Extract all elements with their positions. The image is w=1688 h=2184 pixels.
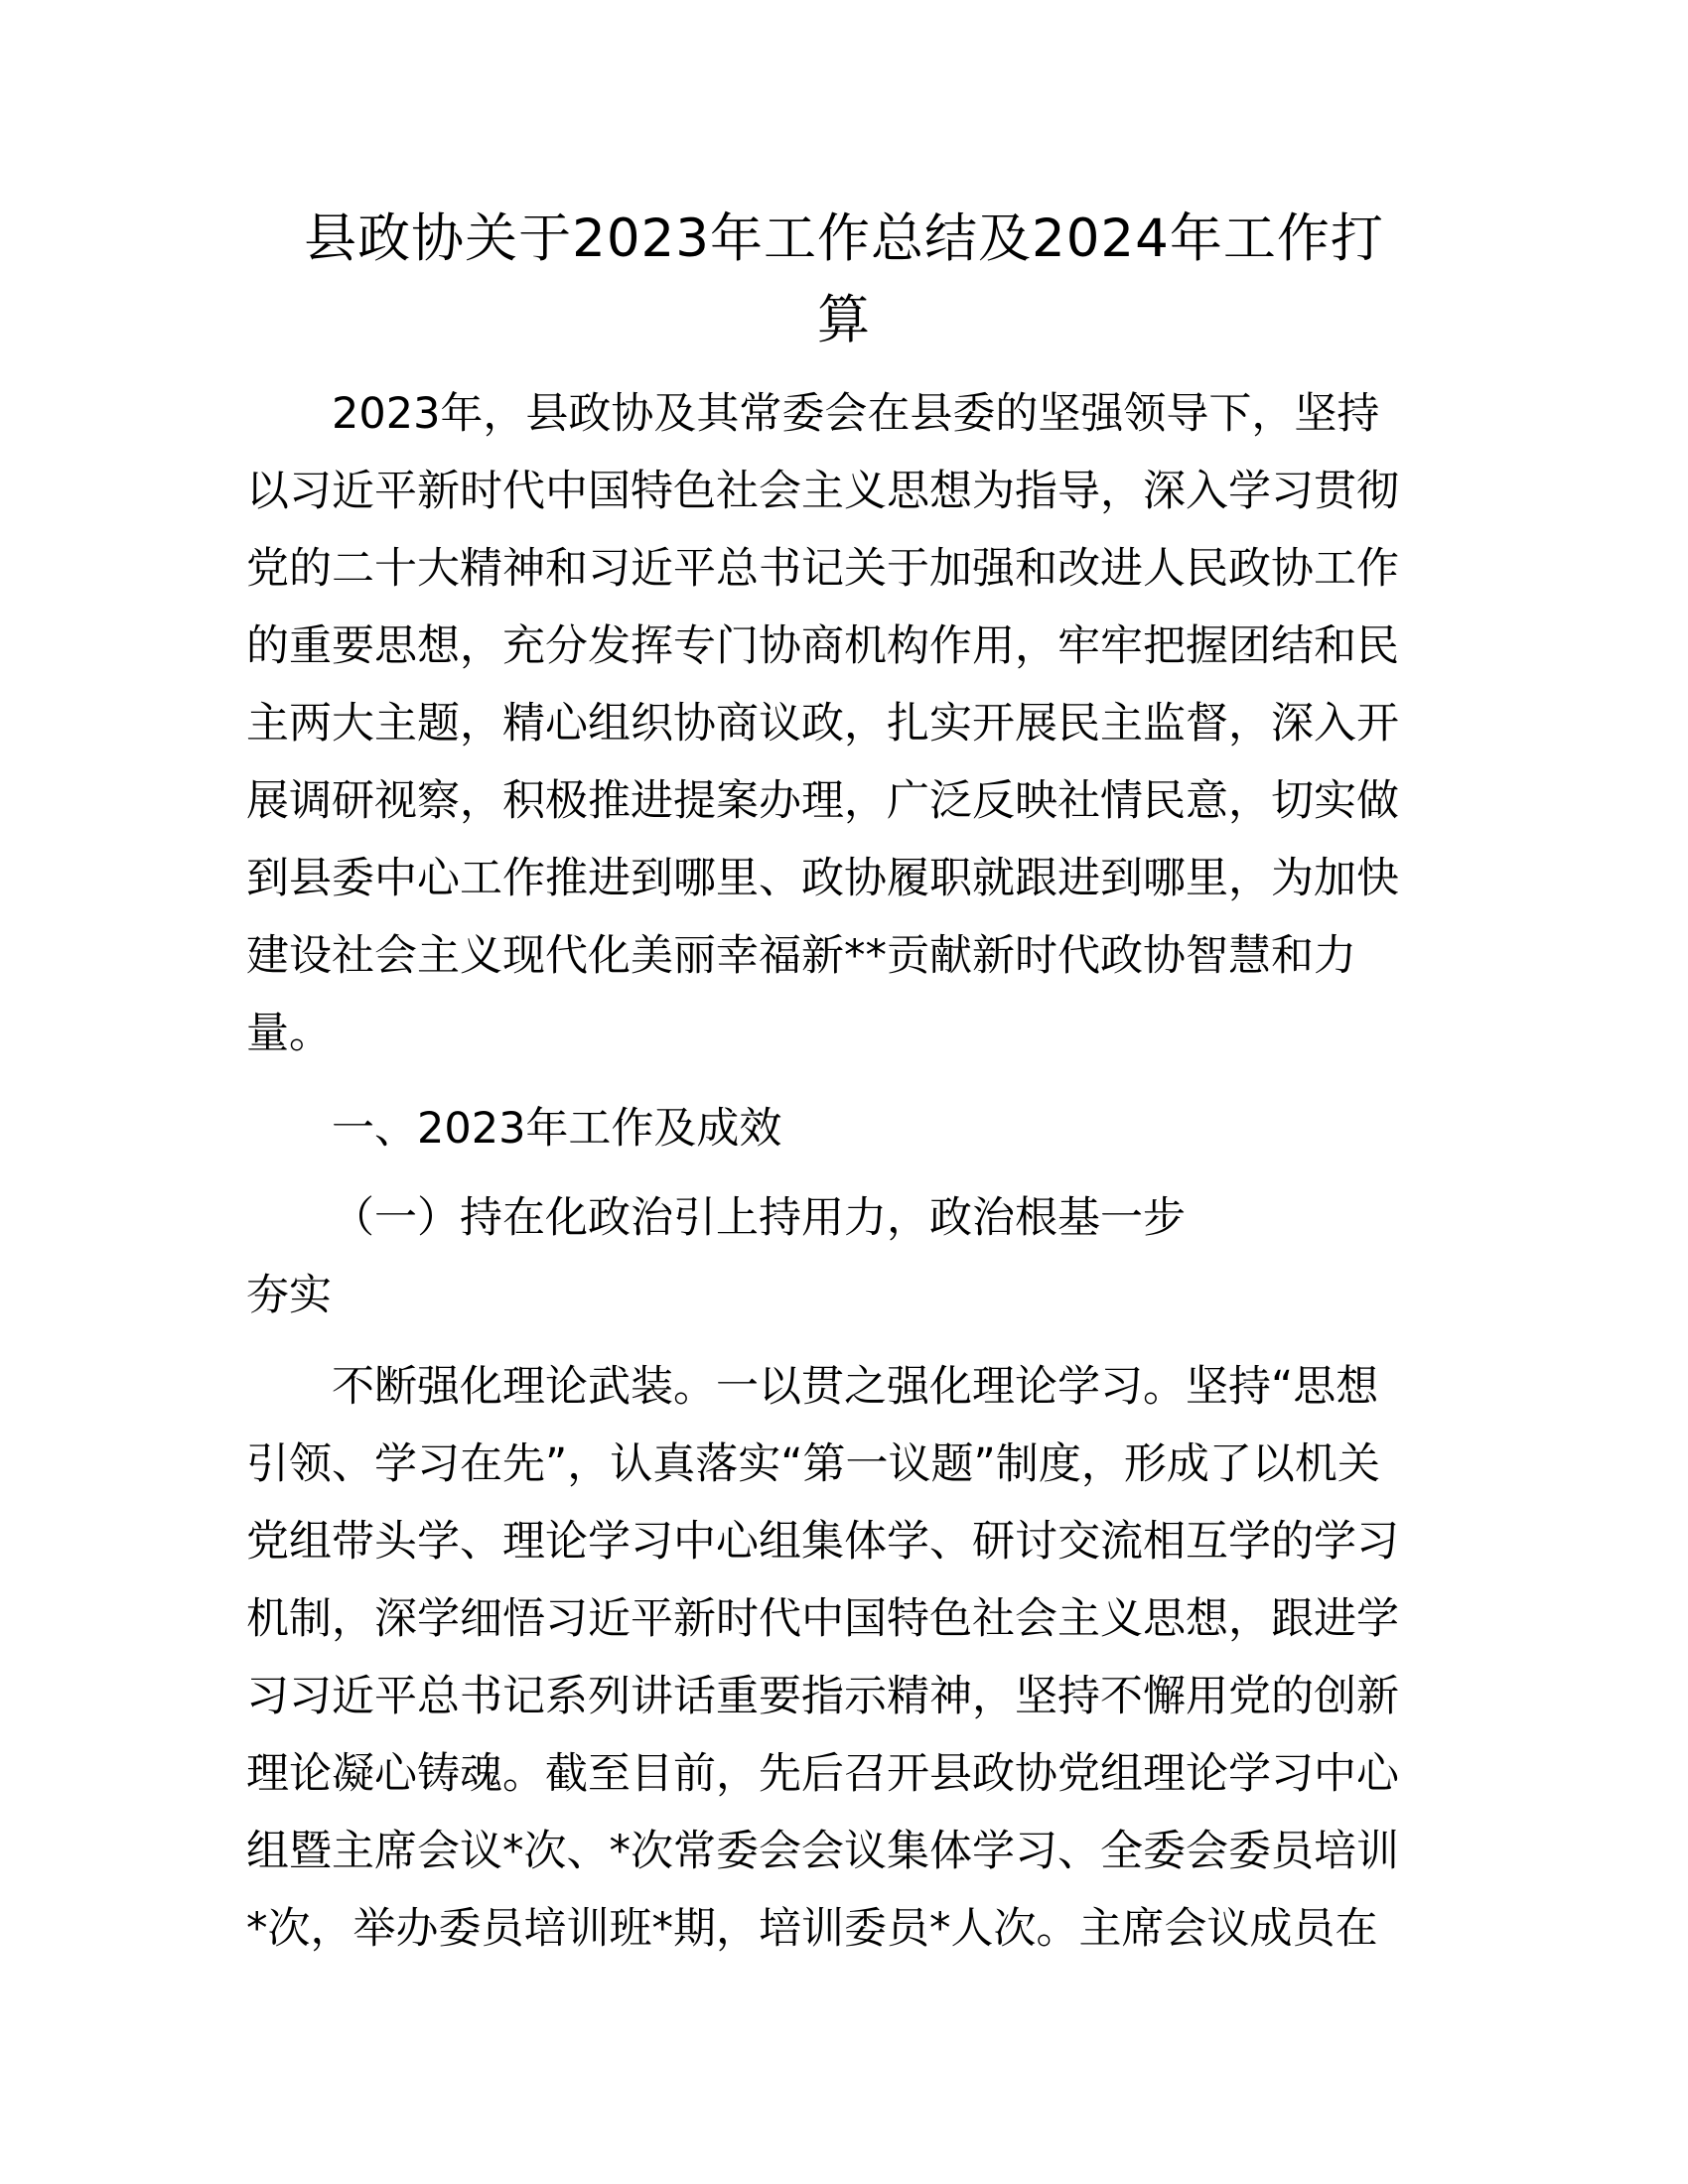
paragraph-line: 的重要思想，充分发挥专门协商机构作用，牢牢把握团结和民	[246, 621, 1399, 671]
section-heading-text: 一、2023年工作及成效	[332, 1104, 782, 1154]
paragraph-line: 引领、学习在先”，认真落实“第一议题”制度，形成了以机关	[246, 1439, 1380, 1489]
paragraph-line: *次，举办委员培训班*期，培训委员*人次。主席会议成员在	[246, 1904, 1378, 1954]
paragraph-line: 到县委中心工作推进到哪里、政协履职就跟进到哪里，为加快	[246, 854, 1399, 903]
paragraph-line: 习习近平总书记系列讲话重要指示精神，坚持不懈用党的创新	[246, 1672, 1399, 1721]
title-line: 县政协关于2023年工作总结及2024年工作打	[304, 208, 1384, 269]
paragraph-line: 量。	[246, 1009, 332, 1058]
paragraph-line: 2023年，县政协及其常委会在县委的坚强领导下，坚持	[332, 389, 1380, 439]
paragraph-line: 主两大主题，精心组织协商议政，扎实开展民主监督，深入开	[246, 699, 1399, 749]
paragraph-line: 以习近平新时代中国特色社会主义思想为指导，深入学习贯彻	[246, 467, 1399, 516]
subsection-heading-line: 夯实	[246, 1271, 332, 1320]
paragraph-line: 组暨主席会议*次、*次常委会会议集体学习、全委会委员培训	[246, 1827, 1399, 1876]
title-line: 算	[817, 290, 871, 350]
subsection-heading	[246, 1179, 1438, 1334]
paragraph-line: 建设社会主义现代化美丽幸福新**贡献新时代政协智慧和力	[246, 931, 1356, 981]
document-title	[248, 199, 1440, 361]
paragraph-line: 机制，深学细悟习近平新时代中国特色社会主义思想，跟进学	[246, 1594, 1399, 1644]
paragraph-line: 不断强化理论武装。一以贯之强化理论学习。坚持“思想	[332, 1362, 1379, 1412]
intro-paragraph	[246, 375, 1438, 1072]
paragraph-line: 展调研视察，积极推进提案办理，广泛反映社情民意，切实做	[246, 776, 1399, 826]
section-heading	[246, 1090, 1438, 1167]
subsection-heading-line: （一）持在化政治引上持用力，政治根基一步	[332, 1193, 1186, 1243]
body-paragraph	[246, 1348, 1438, 1968]
paragraph-line: 党组带头学、理论学习中心组集体学、研讨交流相互学的学习	[246, 1517, 1399, 1567]
paragraph-line: 理论凝心铸魂。截至目前，先后召开县政协党组理论学习中心	[246, 1749, 1399, 1799]
paragraph-line: 党的二十大精神和习近平总书记关于加强和改进人民政协工作	[246, 544, 1399, 594]
